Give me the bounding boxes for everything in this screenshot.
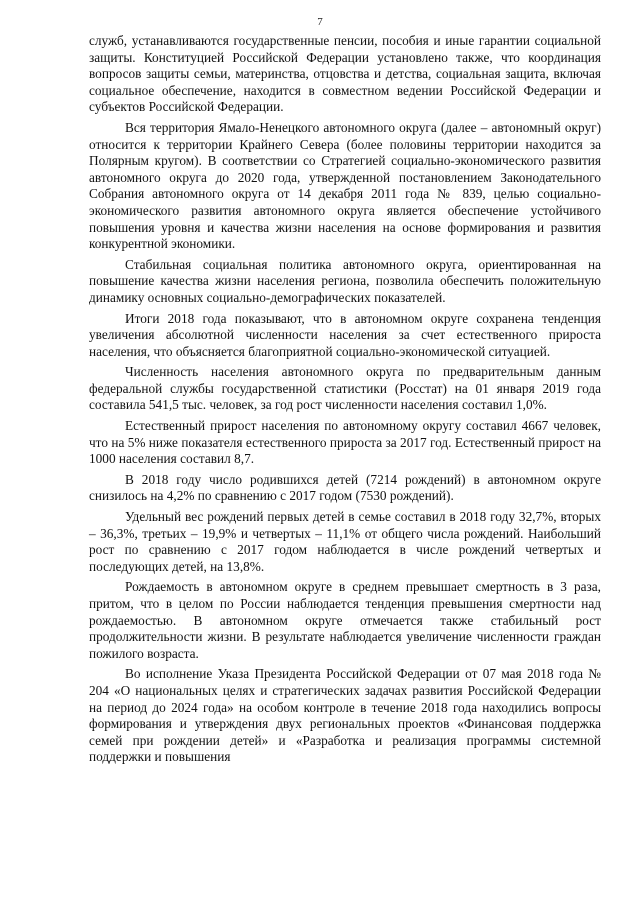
paragraph-results-2018: Итоги 2018 года показывают, что в автономном округе сохранена тенденция увеличения абсолютной численности населения за счет естественного прироста населения, что объясняется благоприятной социально-экономической ситуацией.	[89, 310, 601, 359]
paragraph-population-count: Численность населения автономного округа по предварительным данным федеральной службы государственной статистики (Росстат) на 01 января 2019 года составила 541,5 тыс. человек, за год рост численности населения составил 1,0%.	[89, 364, 601, 413]
paragraph-births-2018: В 2018 году число родившихся детей (7214 рождений) в автономном округе снизилось на 4,2% по сравнению с 2017 годом (7530 рождений).	[89, 471, 601, 504]
document-body	[89, 33, 601, 770]
paragraph-birth-death-ratio: Рождаемость в автономном округе в среднем превышает смертность в 3 раза, притом, что в целом по России наблюдается тенденция превышения смертности над рождаемостью. В автономном округе отмечается также стабильный рост продолжительности жизни. В результате наблюдается увеличение численности граждан пожилого возраста.	[89, 579, 601, 661]
page-number: 7	[317, 16, 323, 28]
paragraph-natural-growth: Естественный прирост населения по автономному округу составил 4667 человек, что на 5% ниже показателя естественного прироста за 2017 год. Естественный прирост на 1000 населения составил 8,7.	[89, 418, 601, 467]
paragraph-social-guarantees: служб, устанавливаются государственные пенсии, пособия и иные гарантии социальной защиты. Конституцией Российской Федерации установлено также, что координация вопросов защиты семьи, материнства, отцовства и детства, социальная защита, включая социальное обеспечение, находится в совместном ведении Российской Федерации и субъектов Российской Федерации.	[89, 33, 601, 115]
paragraph-presidential-decree: Во исполнение Указа Президента Российской Федерации от 07 мая 2018 года № 204 «О национальных целях и стратегических задачах развития Российской Федерации на период до 2024 года» на особом контроле в течение 2018 года находились вопросы формирования и утверждения двух региональных проектов «Финансовая поддержка семей при рождении детей» и «Разработка и реализация программы системной поддержки и повышения	[89, 666, 601, 765]
paragraph-social-policy: Стабильная социальная политика автономного округа, ориентированная на повышение качества жизни населения региона, позволила обеспечить положительную динамику основных социально-демографических показателей.	[89, 256, 601, 305]
paragraph-territory-strategy: Вся территория Ямало-Ненецкого автономного округа (далее – автономный округ) относится к территории Крайнего Севера (более половины территории находится за Полярным кругом). В соответствии со Стратегией социально-экономического развития автономного округа до 2020 года, утвержденной постановлением Законодательного Собрания автономного округа от 14 декабря 2011 года № 839, целью социально-экономического развития автономного округа является обеспечение устойчивого повышения уровня и качества жизни населения на основе формирования и развития конкурентной экономики.	[89, 119, 601, 252]
paragraph-birth-order-share: Удельный вес рождений первых детей в семье составил в 2018 году 32,7%, вторых – 36,3%, третьих – 19,9% и четвертых – 11,1% от общего числа рождений. Наибольший рост по сравнению с 2017 годом наблюдается в числе рождений четвертых и последующих детей, на 13,8%.	[89, 509, 601, 574]
